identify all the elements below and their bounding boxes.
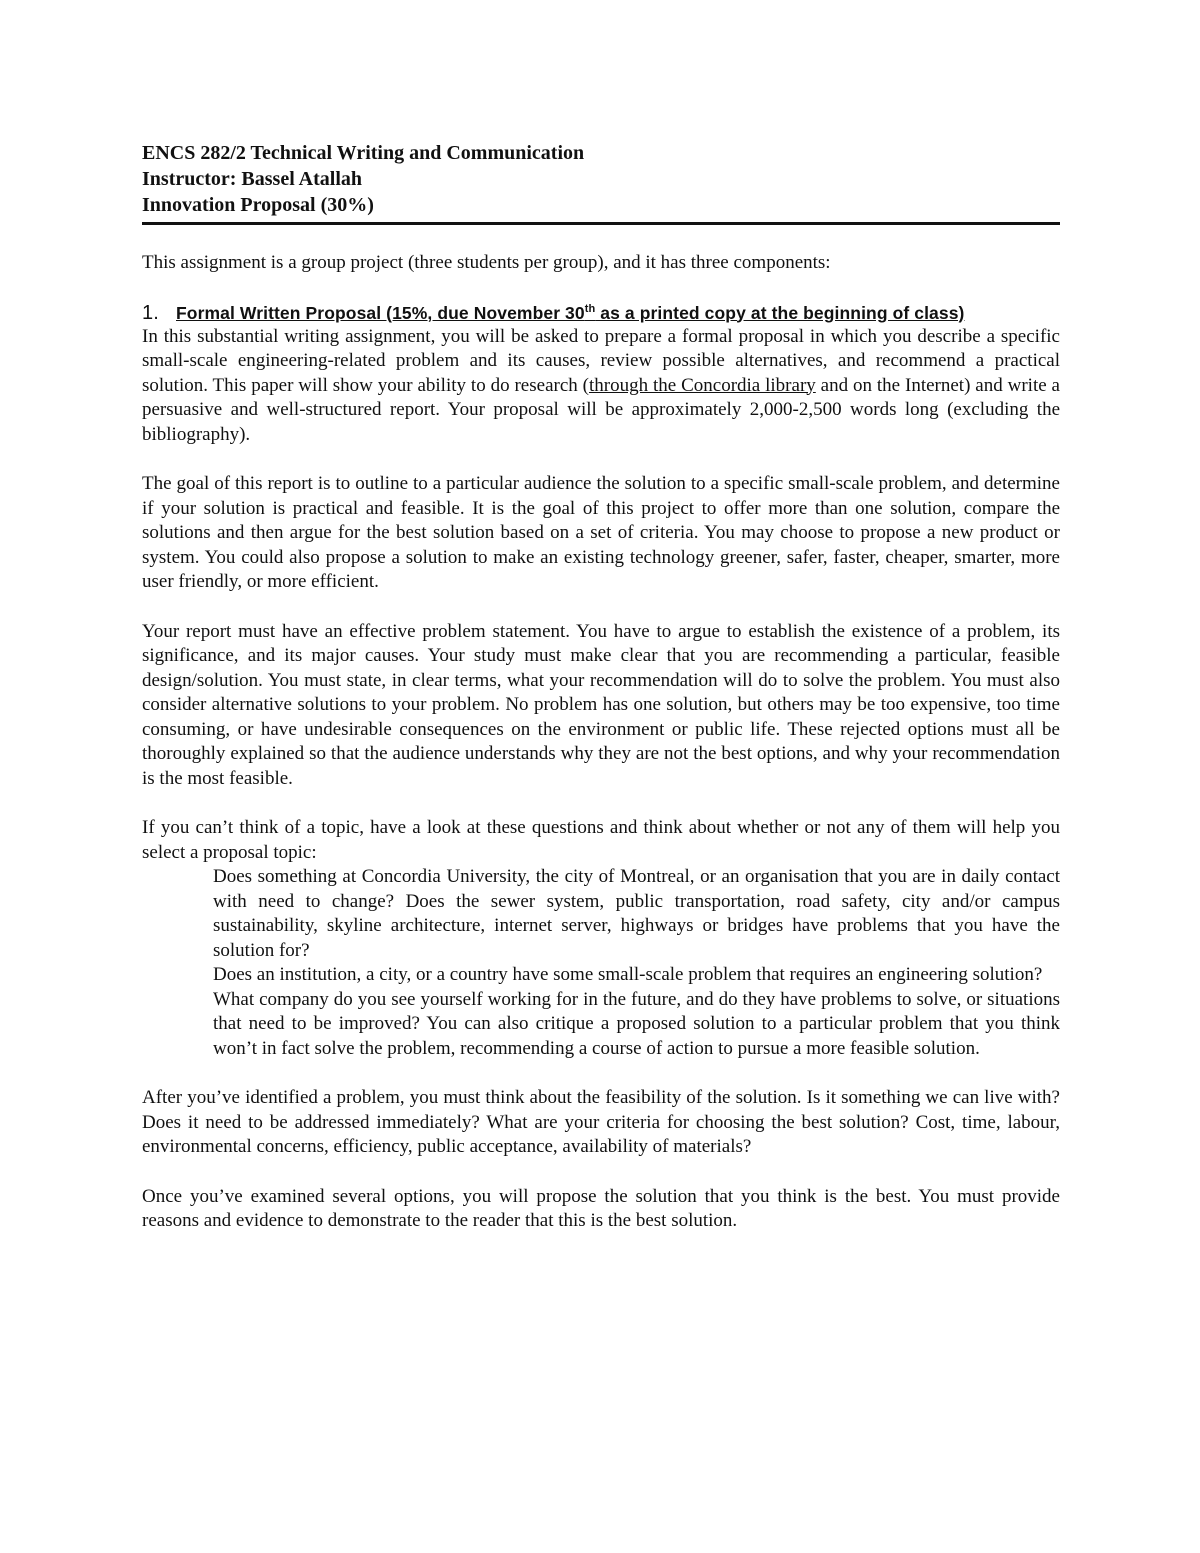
section-1-paragraph-6: Once you’ve examined several options, you will propose the solution that you think is the best. You must provide reasons and evidence to demonstrate to the reader that this is the best solution.	[142, 1185, 1060, 1231]
section-1-title-rest: as a printed copy at the beginning of class)	[595, 302, 965, 323]
section-1-paragraph-2: The goal of this report is to outline to a particular audience the solution to a specific small-scale problem, and determine if your solution is practical and feasible. It is the goal of this project to offer more than one solution, compare the solutions and then argue for the best solution based on a set of criteria. You may choose to propose a new product or system. You could also propose a solution to make an existing technology greener, safer, faster, cheaper, smarter, more user friendly, or more efficient.	[142, 473, 1060, 592]
section-1-paragraph-4: If you can’t think of a topic, have a look at these questions and think about whether or not any of them will help you select a proposal topic:	[142, 817, 1060, 863]
topic-question: Does something at Concordia University, the city of Montreal, or an organisation that you are in daily contact with need to change? Does the sewer system, public transportation, road safety, city and/or campus sustainability, skyline architecture, internet server, highways or bridges have problems that you have the solution for?	[213, 866, 1060, 961]
section-1-heading	[142, 301, 1060, 325]
topic-question: Does an institution, a city, or a country have some small-scale problem that requires an engineering solution?	[213, 964, 1043, 985]
document-header	[142, 140, 1060, 225]
section-1-paragraph-3: Your report must have an effective problem statement. You have to argue to establish the existence of a problem, its significance, and its major causes. Your study must make clear that you are recommending a particular, feasible design/solution. You must state, in clear terms, what your recommendation will do to solve the problem. You must also consider alternative solutions to your problem. No problem has one solution, but others may be too expensive, too time consuming, or have undesirable consequences on the environment or public life. These rejected options must all be thoroughly explained so that the audience understands why they are not the best options, and why your recommendation is the most feasible.	[142, 620, 1060, 789]
section-1-paragraph-1	[142, 325, 1060, 448]
intro-paragraph: This assignment is a group project (three students per group), and it has three components:	[142, 252, 831, 273]
topic-questions-list	[213, 865, 1060, 1061]
section-1-title	[176, 303, 964, 323]
topic-question: What company do you see yourself working for in the future, and do they have problems to solve, or situations that need to be improved? You can also critique a proposed solution to a particular problem that you think won’t in fact solve the problem, recommending a course of action to pursue a more feasible solution.	[213, 988, 1060, 1059]
section-1-number: 1.	[142, 301, 159, 324]
section-1-title-main: Formal Written Proposal (15%, due November 30	[176, 302, 585, 323]
section-1-paragraph-5: After you’ve identified a problem, you must think about the feasibility of the solution. Is it something we can live with? Does it need to be addressed immediately? What are your criteria for choosing the best solution? Cost, time, labour, environmental concerns, efficiency, public acceptance, availability of materials?	[142, 1087, 1060, 1157]
paragraph-1-text-end: and on the Internet) and write a persuasive and well-structured report. Your proposal will be approximately 2,000-2,500 words long (excluding the bibliography).	[142, 374, 1060, 445]
course-title: ENCS 282/2 Technical Writing and Communication	[142, 142, 585, 164]
instructor-line: Instructor: Bassel Atallah	[142, 168, 362, 190]
header-divider	[142, 222, 1060, 225]
document-page	[142, 140, 1060, 1259]
assignment-title: Innovation Proposal (30%)	[142, 194, 374, 216]
section-1-title-superscript: th	[584, 302, 596, 315]
paragraph-1-text-start: In this substantial writing assignment, you will be asked to prepare a formal proposal in which you describe a specific small-scale engineering-related problem and its causes, review possible alternatives, and recommend a practical solution. This paper will show your ability to do research (	[142, 325, 1060, 396]
concordia-library-link[interactable]: through the Concordia library	[588, 374, 816, 396]
